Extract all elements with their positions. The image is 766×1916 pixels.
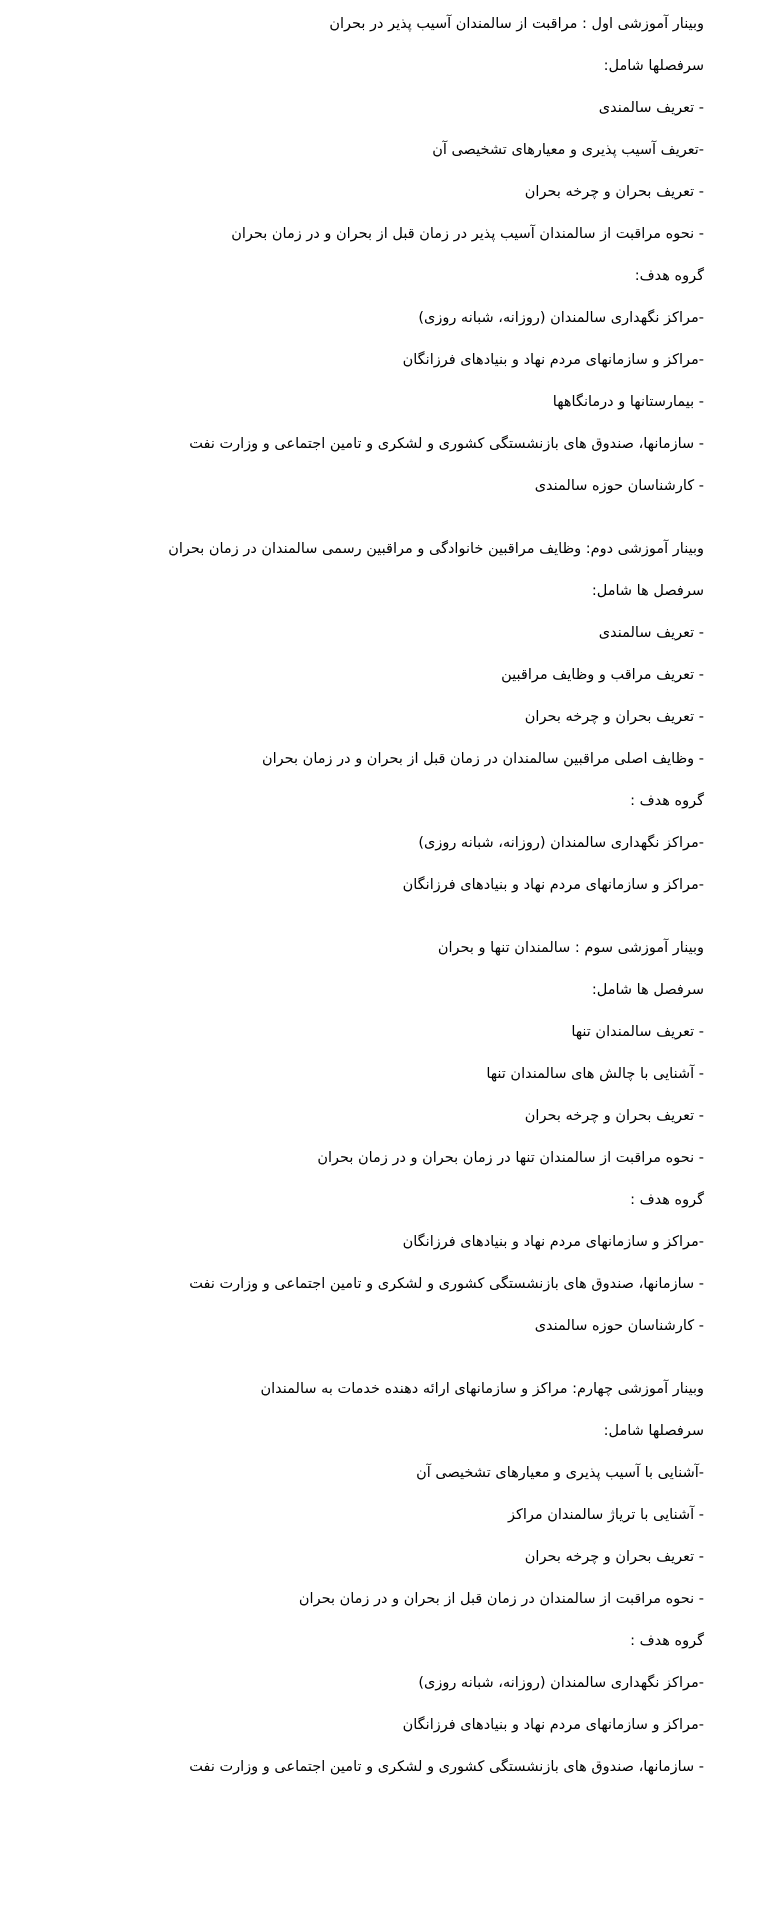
target-item: - بیمارستانها و درمانگاهها <box>552 394 704 410</box>
section-title: وبینار آموزشی سوم : سالمندان تنها و بحران <box>437 940 704 956</box>
target-item: - سازمانها، صندوق های بازنشستگی کشوری و لشکری و تامین اجتماعی و وزارت نفت <box>189 1759 704 1775</box>
group-heading: گروه هدف : <box>630 793 704 809</box>
target-item: -مراکز و سازمانهای مردم نهاد و بنیادهای فرزانگان <box>402 877 704 893</box>
topic-item: - تعریف سالمندان تنها <box>571 1024 704 1040</box>
toc-heading: سرفصل ها شامل: <box>591 982 704 998</box>
topic-item: - آشنایی با تریاژ سالمندان مراکز <box>507 1507 704 1523</box>
group-heading: گروه هدف : <box>630 1633 704 1649</box>
topic-item: - تعریف سالمندی <box>598 100 704 116</box>
target-item: -مراکز و سازمانهای مردم نهاد و بنیادهای فرزانگان <box>402 1234 704 1250</box>
topic-item: - وظایف اصلی مراقبین سالمندان در زمان قبل از بحران و در زمان بحران <box>262 751 704 767</box>
topic-item: - تعریف بحران و چرخه بحران <box>524 709 704 725</box>
target-item: -مراکز نگهداری سالمندان (روزانه، شبانه روزی) <box>418 1675 704 1691</box>
target-item: - سازمانها، صندوق های بازنشستگی کشوری و لشکری و تامین اجتماعی و وزارت نفت <box>189 436 704 452</box>
toc-heading: سرفصل ها شامل: <box>591 583 704 599</box>
topic-item: - آشنایی با چالش های سالمندان تنها <box>486 1066 704 1082</box>
topic-item: - تعریف بحران و چرخه بحران <box>524 1549 704 1565</box>
target-item: - سازمانها، صندوق های بازنشستگی کشوری و لشکری و تامین اجتماعی و وزارت نفت <box>189 1276 704 1292</box>
topic-item: -تعریف آسیب پذیری و معیارهای تشخیصی آن <box>432 142 704 158</box>
section-title: وبینار آموزشی اول : مراقبت از سالمندان آسیب پذیر در بحران <box>329 16 704 32</box>
target-item: - کارشناسان حوزه سالمندی <box>534 478 704 494</box>
topic-item: -آشنایی با آسیب پذیری و معیارهای تشخیصی آن <box>416 1465 704 1481</box>
target-item: -مراکز نگهداری سالمندان (روزانه، شبانه روزی) <box>418 835 704 851</box>
webinar-section-4 <box>30 1379 704 1777</box>
target-item: -مراکز و سازمانهای مردم نهاد و بنیادهای فرزانگان <box>402 1717 704 1733</box>
target-item: - کارشناسان حوزه سالمندی <box>534 1318 704 1334</box>
toc-heading: سرفصلها شامل: <box>603 58 704 74</box>
section-title: وبینار آموزشی دوم: وظایف مراقبین خانوادگی و مراقبین رسمی سالمندان در زمان بحران <box>168 541 704 557</box>
webinar-section-1 <box>30 14 704 496</box>
topic-item: - تعریف بحران و چرخه بحران <box>524 1108 704 1124</box>
group-heading: گروه هدف: <box>634 268 704 284</box>
topic-item: - نحوه مراقبت از سالمندان تنها در زمان بحران و در زمان بحران <box>317 1150 704 1166</box>
target-item: -مراکز و سازمانهای مردم نهاد و بنیادهای فرزانگان <box>402 352 704 368</box>
target-item: -مراکز نگهداری سالمندان (روزانه، شبانه روزی) <box>418 310 704 326</box>
topic-item: - نحوه مراقبت از سالمندان در زمان قبل از بحران و در زمان بحران <box>298 1591 704 1607</box>
section-title: وبینار آموزشی چهارم: مراکز و سازمانهای ارائه دهنده خدمات به سالمندان <box>260 1381 704 1397</box>
topic-item: - تعریف بحران و چرخه بحران <box>524 184 704 200</box>
webinar-section-3 <box>30 938 704 1336</box>
webinar-section-2 <box>30 539 704 895</box>
topic-item: - تعریف سالمندی <box>598 625 704 641</box>
topic-item: - نحوه مراقبت از سالمندان آسیب پذیر در زمان قبل از بحران و در زمان بحران <box>231 226 704 242</box>
topic-item: - تعریف مراقب و وظایف مراقبین <box>501 667 704 683</box>
group-heading: گروه هدف : <box>630 1192 704 1208</box>
toc-heading: سرفصلها شامل: <box>603 1423 704 1439</box>
